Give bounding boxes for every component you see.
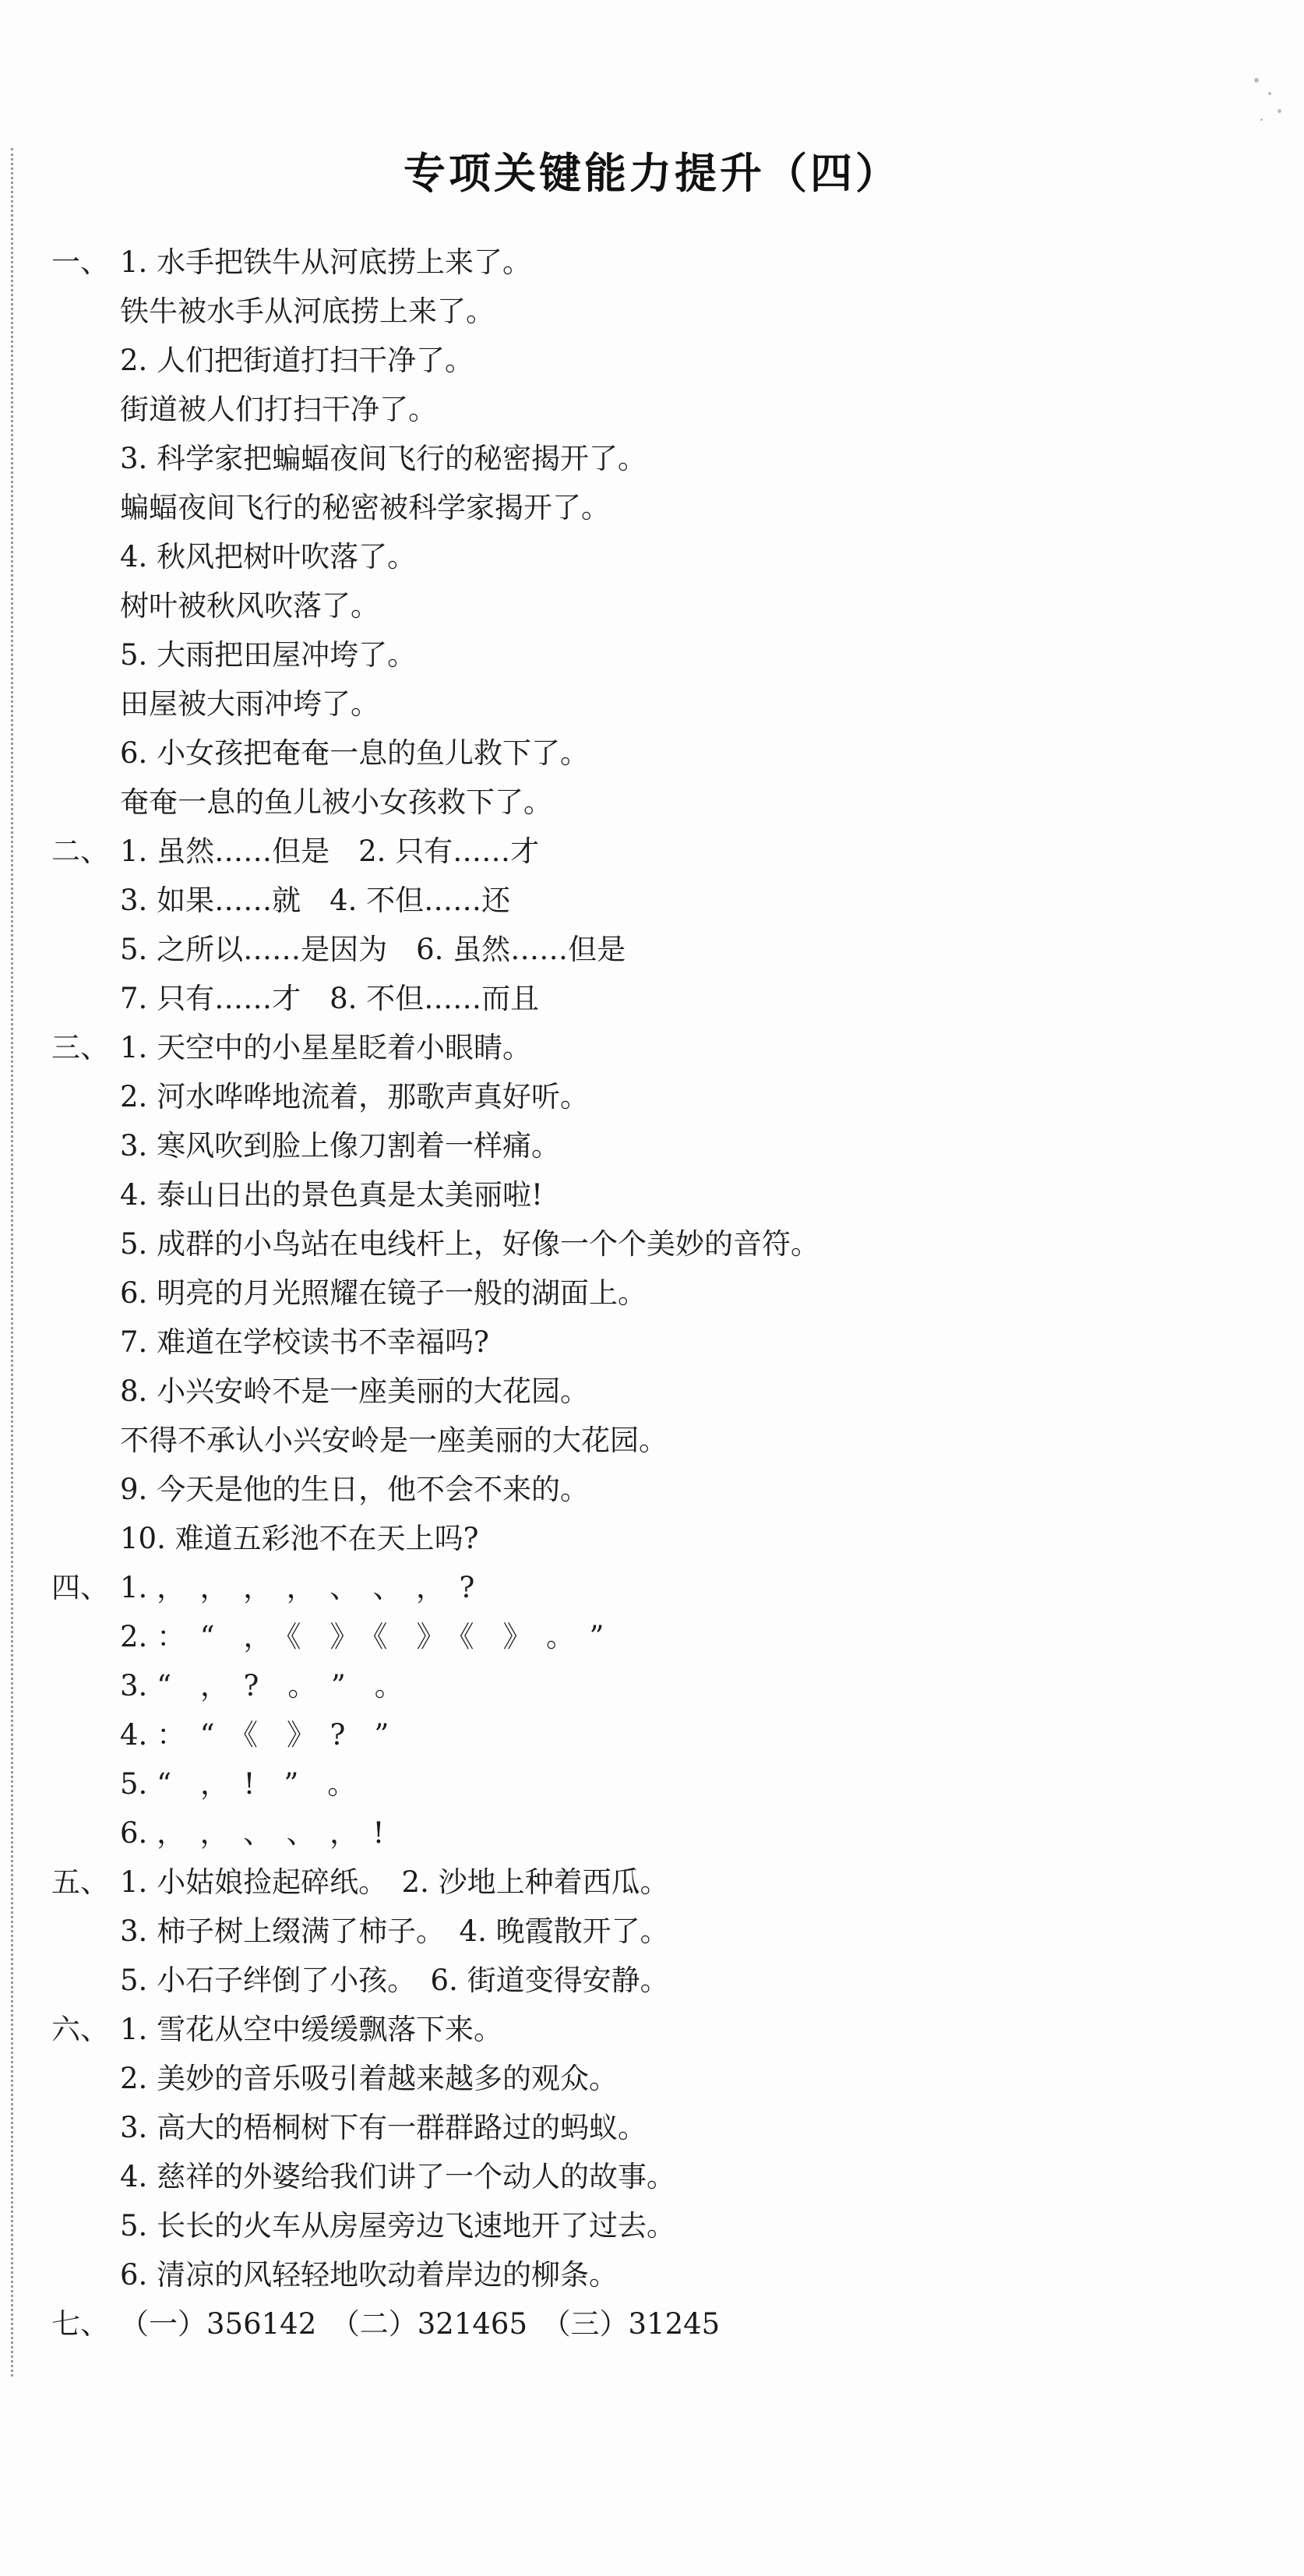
answer-text: 5. 小石子绊倒了小孩。 6. 街道变得安静。: [120, 1964, 669, 1997]
answer-text: （一）356142 （二）321465 （三）31245: [120, 2307, 721, 2341]
answer-line: [51, 2201, 1267, 2250]
answer-text: 蝙蝠夜间飞行的秘密被科学家揭开了。: [120, 491, 610, 524]
answer-text: 3. 科学家把蝙蝠夜间飞行的秘密揭开了。: [120, 442, 647, 475]
answer-line: [51, 1514, 1267, 1563]
answer-text: 1. 虽然……但是 2. 只有……才: [120, 835, 540, 868]
answer-text: 不得不承认小兴安岭是一座美丽的大花园。: [120, 1424, 668, 1457]
answer-line: [51, 679, 1267, 729]
answer-text: 1. 雪花从空中缓缓飘落下来。: [120, 2013, 503, 2046]
answer-text: 3. 寒风吹到脸上像刀割着一样痛。: [120, 1129, 561, 1163]
answer-line: [51, 1072, 1267, 1121]
answer-line: [51, 434, 1267, 483]
section-label: 六、: [51, 2013, 109, 2046]
page-title: 专项关键能力提升（四）: [404, 149, 900, 198]
answer-line: [51, 385, 1267, 434]
answer-line: [51, 336, 1267, 385]
answer-text: 树叶被秋风吹落了。: [120, 589, 379, 623]
answer-text: 2. ： “ ， 《 》 《 》 《 》 。 ”: [120, 1620, 604, 1653]
section-label: 三、: [51, 1031, 109, 1064]
answer-line: [51, 1956, 1267, 2005]
answer-text: 5. 成群的小鸟站在电线杆上，好像一个个美妙的音符。: [120, 1227, 820, 1261]
section-label: 四、: [51, 1571, 109, 1604]
answer-text: 3. 高大的梧桐树下有一群群路过的蚂蚁。: [120, 2111, 647, 2144]
answer-line: [51, 1170, 1267, 1219]
answer-line: [51, 1367, 1267, 1416]
answer-line: [51, 1661, 1267, 1710]
answer-line: [51, 630, 1267, 679]
answer-text: 9. 今天是他的生日，他不会不来的。: [120, 1473, 590, 1506]
answer-text: 3. “ ， ? 。 ” 。: [120, 1669, 404, 1703]
scan-speck: [1268, 92, 1271, 95]
answer-line: [51, 1710, 1267, 1759]
answer-line: [51, 2299, 1267, 2348]
answer-line: [51, 1465, 1267, 1514]
answer-line: [51, 581, 1267, 630]
answer-text: 6. ， ， 、 、 ， !: [120, 1816, 385, 1850]
answer-line: [51, 1269, 1267, 1318]
answer-text: 6. 明亮的月光照耀在镜子一般的湖面上。: [120, 1276, 647, 1310]
answer-line: [51, 2005, 1267, 2054]
answer-text: 田屋被大雨冲垮了。: [120, 687, 379, 721]
answer-line: [51, 729, 1267, 778]
answer-text: 4. 秋风把树叶吹落了。: [120, 540, 417, 573]
answer-text: 5. 之所以……是因为 6. 虽然……但是: [120, 933, 626, 966]
answer-line: [51, 1121, 1267, 1170]
answer-text: 1. ， ， ， ， 、 、 ， ?: [120, 1571, 475, 1604]
answer-line: [51, 1907, 1267, 1956]
answer-line: [51, 1219, 1267, 1269]
answer-line: [51, 876, 1267, 925]
answer-line: [51, 827, 1267, 876]
answer-line: [51, 2054, 1267, 2103]
answer-text: 街道被人们打扫干净了。: [120, 393, 437, 426]
answer-text: 10. 难道五彩池不在天上吗?: [120, 1522, 479, 1555]
answer-line: [51, 2152, 1267, 2201]
answer-text: 6. 小女孩把奄奄一息的鱼儿救下了。: [120, 736, 590, 770]
scan-speck: [1260, 118, 1263, 121]
section-label: 二、: [51, 835, 109, 868]
answer-text: 奄奄一息的鱼儿被小女孩救下了。: [120, 785, 552, 819]
answer-text: 2. 河水哗哗地流着，那歌声真好听。: [120, 1080, 590, 1113]
scan-speck: [1278, 109, 1281, 113]
answer-line: [51, 238, 1267, 287]
answer-text: 8. 小兴安岭不是一座美丽的大花园。: [120, 1374, 590, 1408]
answer-line: [51, 1023, 1267, 1072]
answer-content: [51, 238, 1267, 2348]
answer-line: [51, 532, 1267, 581]
section-label: 五、: [51, 1865, 109, 1899]
answer-text: 7. 难道在学校读书不幸福吗?: [120, 1325, 489, 1359]
answer-text: 2. 美妙的音乐吸引着越来越多的观众。: [120, 2062, 619, 2095]
answer-text: 1. 小姑娘捡起碎纸。 2. 沙地上种着西瓜。: [120, 1865, 669, 1899]
answer-line: [51, 2250, 1267, 2299]
answer-line: [51, 2103, 1267, 2152]
answer-line: [51, 1563, 1267, 1612]
answer-line: [51, 1858, 1267, 1907]
answer-text: 2. 人们把街道打扫干净了。: [120, 344, 474, 377]
answer-line: [51, 778, 1267, 827]
answer-text: 5. “ ， ! ” 。: [120, 1767, 357, 1801]
answer-line: [51, 974, 1267, 1023]
answer-line: [51, 1808, 1267, 1858]
binding-dotted-line: [11, 148, 13, 2377]
answer-text: 6. 清凉的风轻轻地吹动着岸边的柳条。: [120, 2258, 619, 2292]
answer-line: [51, 925, 1267, 974]
answer-text: 4. ： “ 《 》 ? ”: [120, 1718, 389, 1752]
answer-text: 4. 泰山日出的景色真是太美丽啦!: [120, 1178, 543, 1212]
answer-line: [51, 1318, 1267, 1367]
answer-line: [51, 1759, 1267, 1808]
scan-speck: [1254, 78, 1259, 83]
section-label: 七、: [51, 2307, 109, 2341]
answer-text: 5. 长长的火车从房屋旁边飞速地开了过去。: [120, 2209, 676, 2243]
answer-text: 3. 柿子树上缀满了柿子。 4. 晚霞散开了。: [120, 1914, 669, 1948]
answer-line: [51, 483, 1267, 532]
section-label: 一、: [51, 245, 109, 279]
answer-text: 5. 大雨把田屋冲垮了。: [120, 638, 417, 672]
answer-line: [51, 1612, 1267, 1661]
answer-line: [51, 287, 1267, 336]
answer-text: 1. 天空中的小星星眨着小眼睛。: [120, 1031, 532, 1064]
answer-text: 3. 如果……就 4. 不但……还: [120, 884, 511, 917]
answer-text: 7. 只有……才 8. 不但……而且: [120, 982, 540, 1015]
answer-text: 1. 水手把铁牛从河底捞上来了。: [120, 245, 532, 279]
answer-line: [51, 1416, 1267, 1465]
answer-text: 铁牛被水手从河底捞上来了。: [120, 295, 495, 328]
answer-text: 4. 慈祥的外婆给我们讲了一个动人的故事。: [120, 2160, 676, 2193]
